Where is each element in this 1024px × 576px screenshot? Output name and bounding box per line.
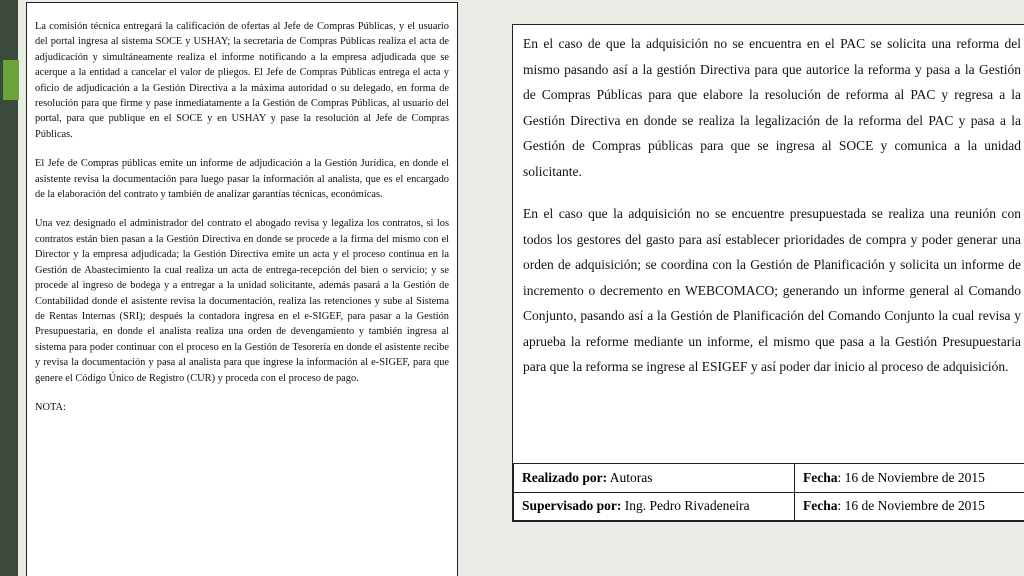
fecha-cell-2 <box>795 492 1024 521</box>
signature-row-supervisado <box>514 492 1024 521</box>
supervisado-value: Ing. Pedro Rivadeneira <box>621 498 750 514</box>
realizado-value: Autoras <box>607 469 653 485</box>
slide-accent-bar <box>3 60 19 100</box>
paragraph-presupuesto: En el caso que la adquisición no se encuentre presupuestada se realiza una reunión con todos los gestores del gasto para así establecer prioridades de compra y poder generar una orden de adquisición; se coordina con la Gestión de Planificación y solicita un informe de incremento o decremento en WEBCOMACO; generando un informe general al Comando Conjunto, pasando así a la Gestión de Planificación del Comando Conjunto la cual revisa y aprueba la reforme mediante un informe, el mismo que pasa a la Gestión Presupuestaria para que la reforma se ingrese al ESIGEF y así poder dar inicio al proceso de adquisición. <box>523 206 1021 374</box>
right-page-body <box>513 25 1024 463</box>
fecha-label-1: Fecha <box>803 469 838 485</box>
paragraph-gestion-juridica: El Jefe de Compras públicas emite un informe de adjudicación a la Gestión Jurídica, en donde el asistente revisa la documentación para luego pasar la información al analista, que es el encargado de la elaboración del contrato y también de analizar garantías técnicas, económicas. <box>35 158 449 201</box>
nota-label: NOTA: <box>35 401 66 413</box>
right-document-page <box>512 24 1024 522</box>
realizado-label: Realizado por: <box>522 469 608 485</box>
fecha-value-2: : 16 de Noviembre de 2015 <box>837 498 985 514</box>
fecha-label-2: Fecha <box>803 498 838 514</box>
paragraph-contrato: Una vez designado el administrador del contrato el abogado revisa y legaliza los contratos, si los contratos están bien pasan a la Gestión Directiva en donde se procede a la firma del mismo con el Director y la empresa adjudicada; la Gestión Directiva emite un acta y el proceso continua en la Gestión de Abastecimiento la cual realiza un acta de entrega-recepción del bien o servicio; y se procede al ingreso de bodega y a entregar a la unidad solicitante, además pasará a la Gestión de Contabilidad donde el asistente revisa la documentación, realiza las retenciones y sube al Sistema de Rentas Internas (SRI); después la contadora ingresa en el e-SIGEF, para pasar a la Gestión Presupuestaria, en donde el analista realiza una orden de devengamiento y también ingresa al sistema para poder continuar con el proceso en la Gestión de Tesorería en donde el asistente recibe y revisa la documentación y pasa al analista para que ingrese la información al e-SIGEF, para que genere el Código Único de Registro (CUR) y proceda con el proceso de pago. <box>35 218 449 384</box>
paragraph-adjudicacion: La comisión técnica entregará la calificación de ofertas al Jefe de Compras Públicas, y el usuario del portal ingresa al sistema SOCE y USHAY; la secretaria de Compras Públicas realiza el acta de adjudicación y simultáneamente realiza el informe notificando a la empresa adjudicada que se acerque a la entidad a cancelar el valor de pliegos. El Jefe de Compras Públicas entrega el acta y oficio de adjudicación a la Gestión Directiva a la máxima autoridad o su delegado, en forma de resolución para que firme y pase inmediatamente a la Gestión de Compras Públicas, al usuario del portal, para que publique en el SOCE y en USHAY y pase la resolución al Jefe de Compras Públicas. <box>35 21 449 140</box>
left-document-page <box>26 2 458 576</box>
paragraph-reforma-pac: En el caso de que la adquisición no se encuentra en el PAC se solicita una reforma del mismo pasando así a la gestión Directiva para que autorice la reforma y pasa a la Gestión de Compras Públicas para que elabore la resolución de reforma al PAC y regresa a la Gestión Directiva en donde se realiza la legalización de la reforma del PAC y pasa a la Gestión de Compras públicas para que se ingresa al SOCE y comunica a la unidad solicitante. <box>523 36 1021 179</box>
fecha-value-1: : 16 de Noviembre de 2015 <box>837 469 985 485</box>
signature-row-realizado <box>514 464 1024 493</box>
supervisado-cell <box>514 492 795 521</box>
signature-table <box>513 463 1024 521</box>
realizado-cell <box>514 464 795 493</box>
supervisado-label: Supervisado por: <box>522 498 622 514</box>
fecha-cell-1 <box>795 464 1024 493</box>
